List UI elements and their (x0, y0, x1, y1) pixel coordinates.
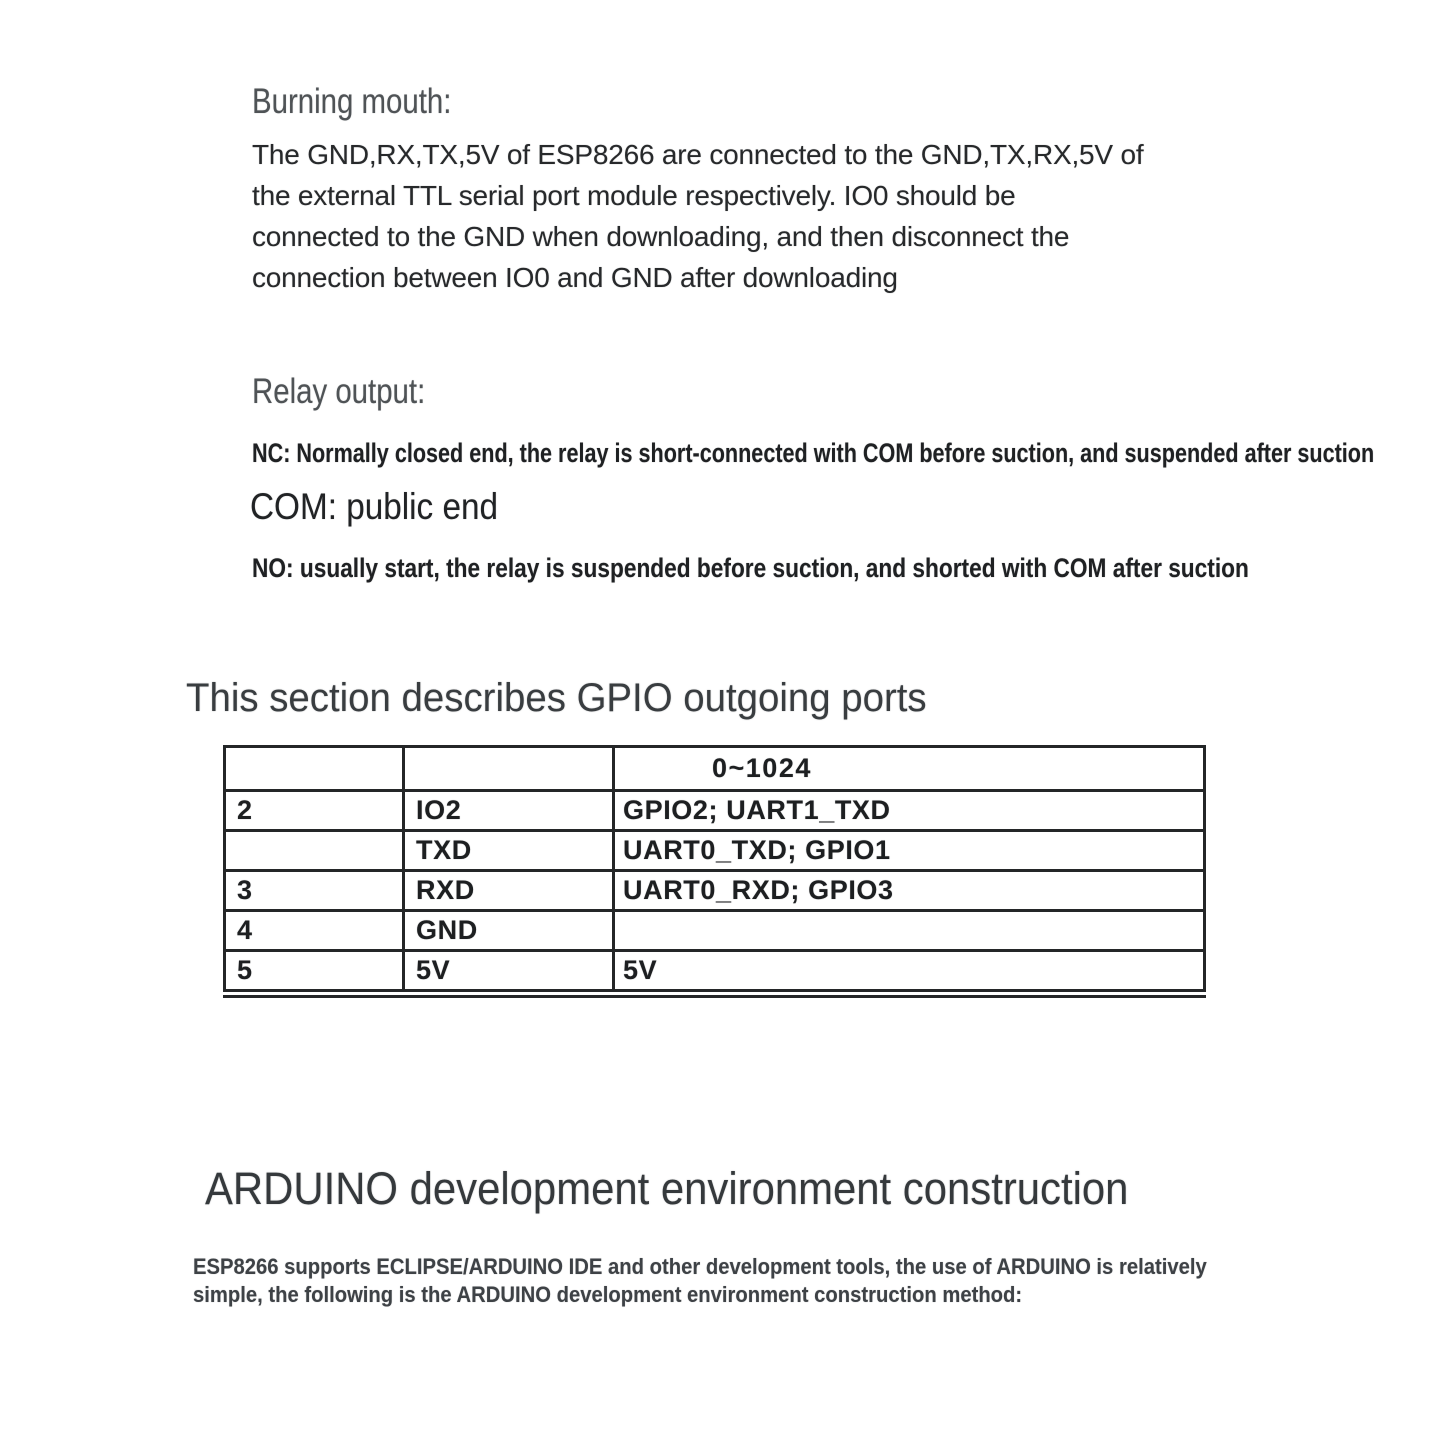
table-row (225, 791, 1205, 831)
table-cell (404, 747, 614, 791)
cell-text: 0~1024 (712, 753, 812, 783)
paragraph-line: connected to the GND when downloading, and then disconnect the (252, 221, 1070, 252)
arduino-section-heading: ARDUINO development environment construction (205, 1163, 1129, 1214)
table-cell (404, 791, 614, 831)
paragraph-line: ESP8266 supports ECLIPSE/ARDUINO IDE and other development tools, the use of ARDUINO is relatively (193, 1254, 1207, 1279)
cell-text: 5V (416, 955, 451, 985)
cell-text: TXD (416, 835, 472, 865)
table-cell (225, 747, 404, 791)
table-cell (225, 791, 404, 831)
cell-text: RXD (416, 875, 475, 905)
table-cell (225, 951, 404, 994)
cell-text: GPIO2; UART1_TXD (623, 795, 891, 825)
cell-text: 2 (237, 795, 253, 825)
burning-mouth-paragraph (252, 134, 1143, 298)
relay-no-line: NO: usually start, the relay is suspended before suction, and shorted with COM after suction (252, 553, 1249, 583)
cell-text: 4 (237, 915, 253, 945)
table-row (225, 831, 1205, 871)
gpio-ports-table (223, 745, 1206, 998)
arduino-paragraph (193, 1253, 1207, 1308)
cell-text: UART0_TXD; GPIO1 (623, 835, 891, 865)
table-cell-range (614, 747, 1205, 791)
paragraph-line: The GND,RX,TX,5V of ESP8266 are connected to the GND,TX,RX,5V of (252, 139, 1144, 170)
table-cell (614, 871, 1205, 911)
table-cell (404, 831, 614, 871)
relay-output-heading: Relay output: (252, 372, 426, 411)
table-cell (225, 911, 404, 951)
table-cell (404, 871, 614, 911)
table-cell (614, 911, 1205, 951)
table-cell (225, 831, 404, 871)
table-row (225, 951, 1205, 994)
table-row (225, 747, 1205, 791)
paragraph-line: the external TTL serial port module respectively. IO0 should be (252, 180, 1016, 211)
burning-mouth-heading: Burning mouth: (252, 82, 452, 121)
gpio-section-heading: This section describes GPIO outgoing ports (186, 676, 927, 720)
cell-text: 5V (623, 955, 658, 985)
relay-com-line: COM: public end (250, 486, 499, 527)
cell-text: 5 (237, 955, 253, 985)
table-cell (404, 911, 614, 951)
cell-text: GND (416, 915, 478, 945)
relay-nc-line: NC: Normally closed end, the relay is short-connected with COM before suction, and suspended after suction (252, 438, 1375, 468)
cell-text: IO2 (416, 795, 462, 825)
paragraph-line: simple, the following is the ARDUINO development environment construction method: (193, 1281, 1023, 1307)
table-cell (614, 831, 1205, 871)
cell-text: 3 (237, 875, 253, 905)
table-cell (225, 871, 404, 911)
table-cell (404, 951, 614, 994)
table-row (225, 871, 1205, 911)
paragraph-line: connection between IO0 and GND after downloading (252, 262, 898, 293)
cell-text: UART0_RXD; GPIO3 (623, 875, 894, 905)
table-row (225, 911, 1205, 951)
table-cell (614, 951, 1205, 994)
table-cell (614, 791, 1205, 831)
